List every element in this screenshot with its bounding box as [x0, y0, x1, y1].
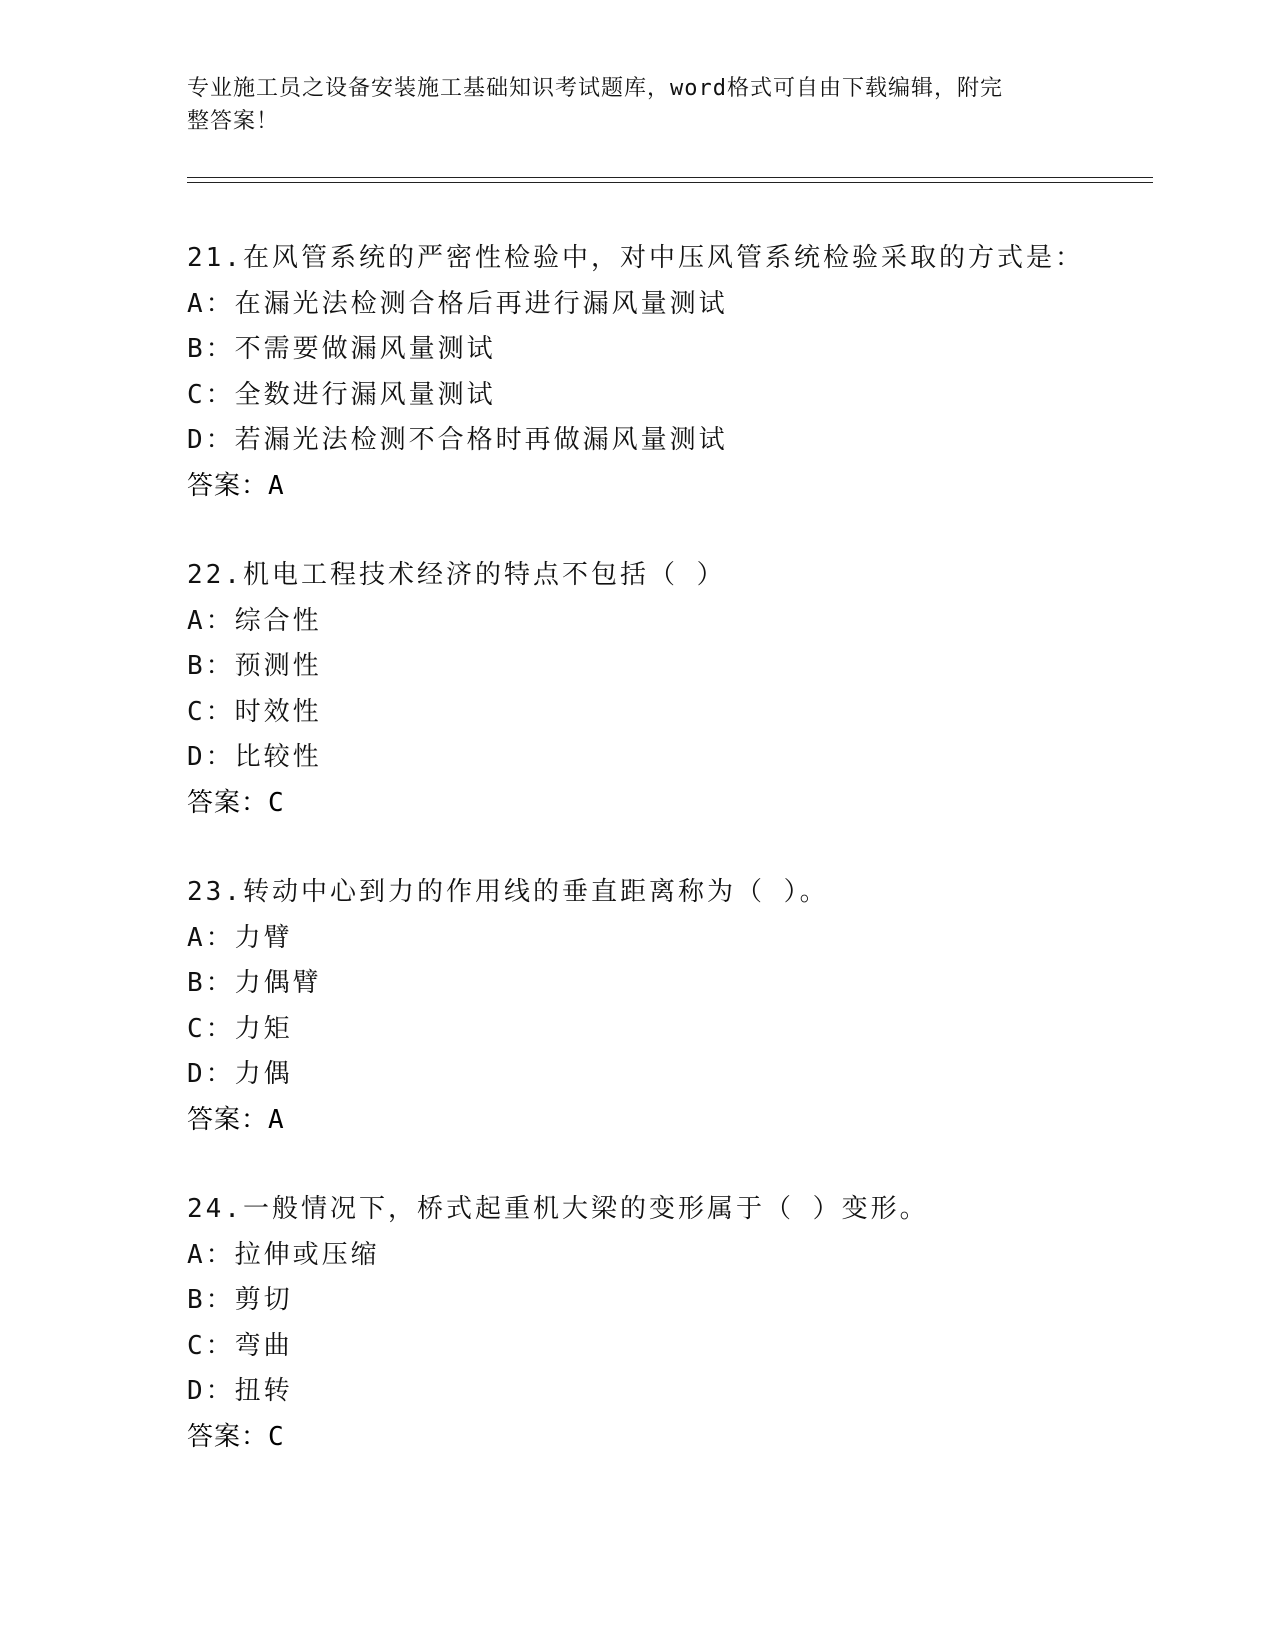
- question-stem: 21.在风管系统的严密性检验中，对中压风管系统检验采取的方式是：: [187, 243, 1084, 273]
- option-d: D：比较性: [187, 742, 322, 772]
- option-c: C：时效性: [187, 696, 322, 727]
- answer-label: 答案：: [187, 1421, 269, 1452]
- answer-value: C: [268, 1421, 285, 1452]
- option-a: A：力臂: [187, 922, 293, 953]
- answer-line: [187, 1415, 1187, 1461]
- option-a: A：综合性: [187, 605, 322, 636]
- answer-label: 答案：: [187, 787, 269, 818]
- option-b: B：预测性: [187, 651, 322, 681]
- header-line-2: 整答案！: [187, 109, 280, 134]
- option-c: C：弯曲: [187, 1330, 293, 1361]
- question-24: [187, 1187, 1187, 1460]
- option-a: A：拉伸或压缩: [187, 1239, 380, 1270]
- question-21: [187, 236, 1187, 509]
- option-b: B：不需要做漏风量测试: [187, 334, 496, 364]
- document-header: [187, 72, 1067, 138]
- answer-line: [187, 781, 1187, 827]
- answer-line: [187, 1098, 1187, 1144]
- header-divider-bottom: [187, 182, 1153, 183]
- answer-value: A: [268, 470, 285, 501]
- question-stem: 22.机电工程技术经济的特点不包括（ ）: [187, 560, 726, 590]
- option-b: B：力偶臂: [187, 968, 322, 998]
- answer-label: 答案：: [187, 1104, 269, 1135]
- question-stem: 23.转动中心到力的作用线的垂直距离称为（ ）。: [187, 877, 829, 907]
- answer-line: [187, 464, 1187, 510]
- option-d: D：若漏光法检测不合格时再做漏风量测试: [187, 425, 728, 455]
- question-stem: 24.一般情况下，桥式起重机大梁的变形属于（ ）变形。: [187, 1194, 929, 1224]
- option-c: C：力矩: [187, 1013, 293, 1044]
- header-divider-top: [187, 177, 1153, 178]
- answer-label: 答案：: [187, 470, 269, 501]
- option-d: D：扭转: [187, 1376, 293, 1406]
- question-23: [187, 870, 1187, 1143]
- question-list: [187, 236, 1187, 1460]
- header-line-1: 专业施工员之设备安装施工基础知识考试题库，word格式可自由下载编辑，附完: [187, 76, 1003, 101]
- answer-value: C: [268, 787, 285, 818]
- option-d: D：力偶: [187, 1059, 293, 1089]
- answer-value: A: [268, 1104, 285, 1135]
- option-b: B：剪切: [187, 1285, 293, 1315]
- option-c: C：全数进行漏风量测试: [187, 379, 496, 410]
- option-a: A：在漏光法检测合格后再进行漏风量测试: [187, 288, 728, 319]
- question-22: [187, 553, 1187, 826]
